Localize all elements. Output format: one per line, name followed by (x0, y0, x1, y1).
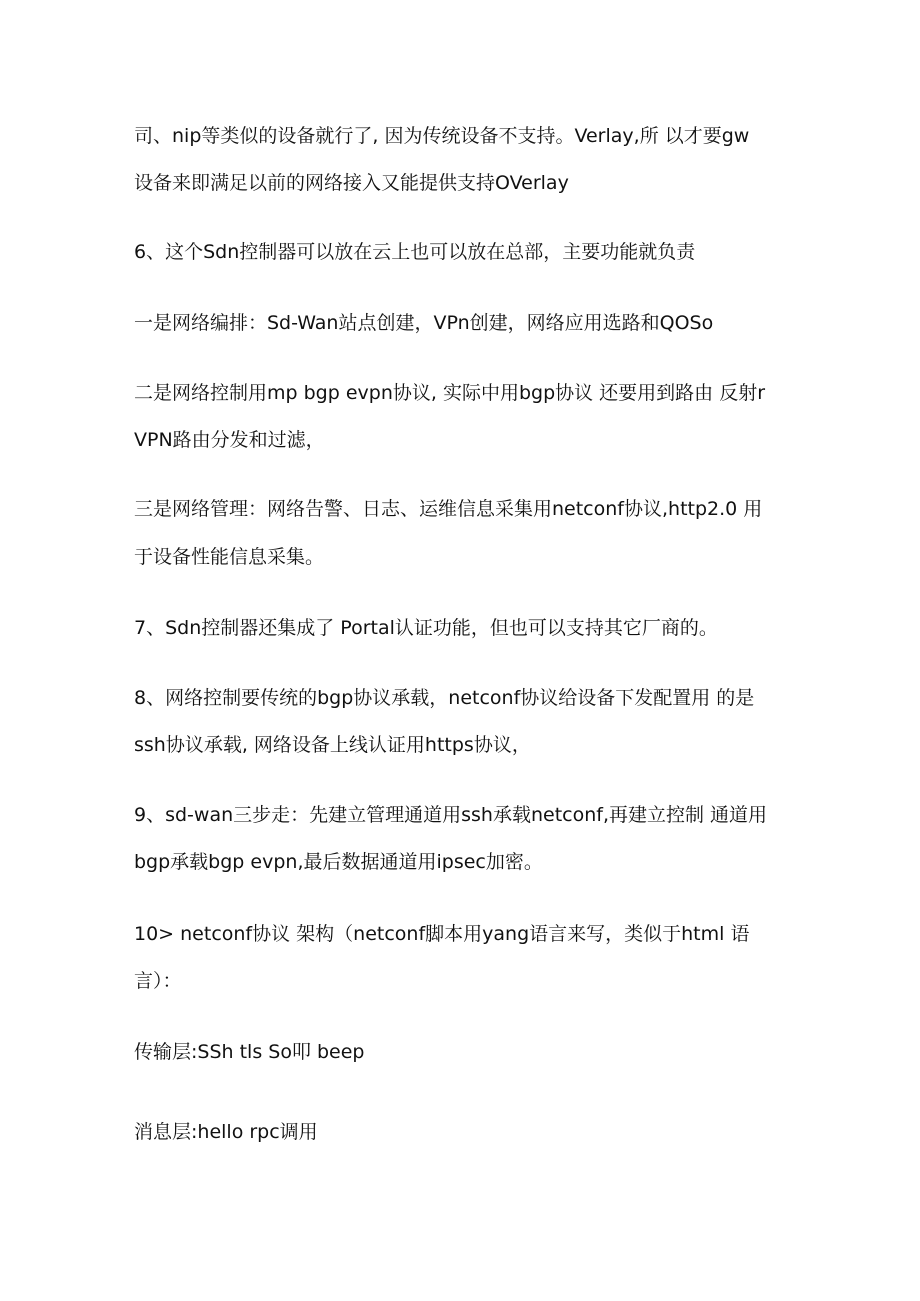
text-line: 二是网络控制用mp bgp evpn协议, 实际中用bgp协议 还要用到路由 反射r (134, 382, 766, 404)
text-line: 传输层:SSh tls So叩 beep (134, 1041, 365, 1063)
text-line: 一是网络编排：Sd-Wan站点创建，VPn创建，网络应用选路和QOSo (134, 312, 714, 334)
text-line: ssh协议承载, 网络设备上线认证用https协议， (134, 734, 531, 756)
text-line: VPN路由分发和过滤， (134, 429, 325, 451)
text-line: 6、这个Sdn控制器可以放在云上也可以放在总部，主要功能就负责 (134, 241, 696, 263)
text-line: 9、sd-wan三步走：先建立管理通道用ssh承载netconf,再建立控制 通道用 (134, 804, 768, 826)
text-line: 司、nip等类似的设备就行了, 因为传统设备不支持。Verlay,所 以才要gw (134, 125, 750, 147)
text-line: bgp承载bgp evpn,最后数据通道用ipsec加密。 (134, 851, 543, 873)
text-line: 8、网络控制要传统的bgp协议承载，netconf协议给设备下发配置用 的是 (134, 687, 755, 709)
text-line: 7、Sdn控制器还集成了 Portal认证功能，但也可以支持其它厂商的。 (134, 617, 718, 639)
text-line: 消息层:hello rpc调用 (134, 1121, 318, 1143)
text-line: 言）： (134, 970, 182, 992)
text-line: 于设备性能信息采集。 (134, 546, 325, 568)
text-line: 10> netconf协议 架构（netconf脚本用yang语言来写，类似于html 语 (134, 923, 750, 945)
text-line: 设备来即满足以前的网络接入又能提供支持OVerlay (134, 172, 569, 194)
text-line: 三是网络管理：网络告警、日志、运维信息采集用netconf协议,http2.0 用 (134, 498, 763, 520)
